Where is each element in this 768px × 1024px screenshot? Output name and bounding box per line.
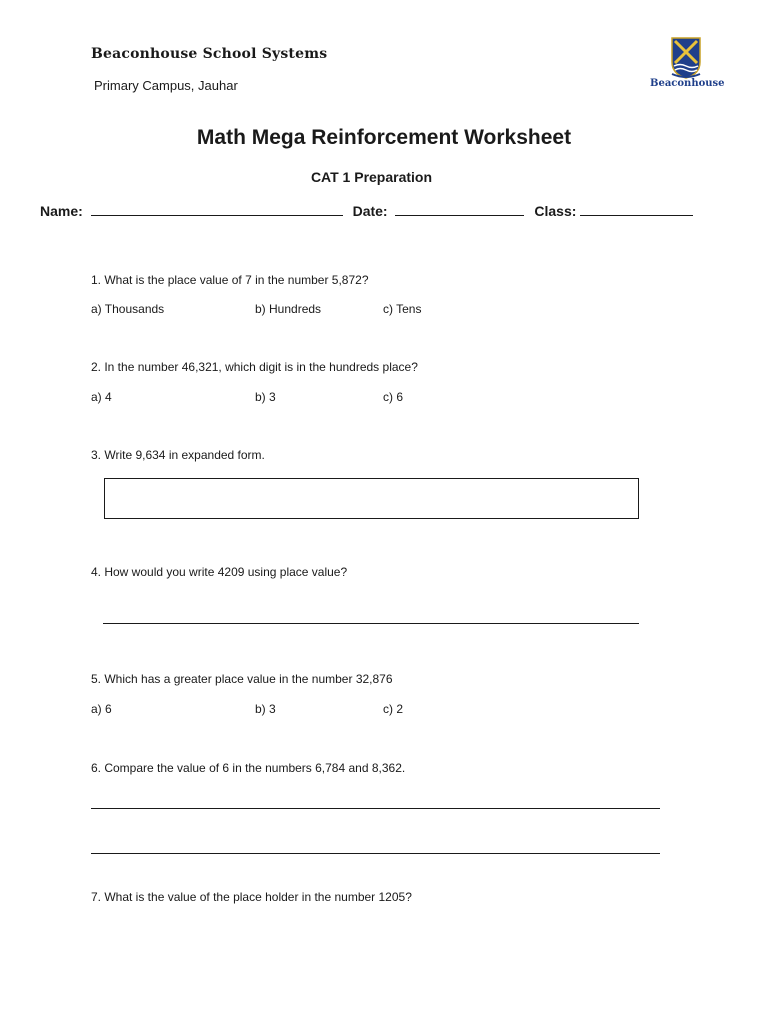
q2-option-a[interactable]: a) 4 <box>91 390 112 404</box>
q5-option-a[interactable]: a) 6 <box>91 702 112 716</box>
q1-option-c[interactable]: c) Tens <box>383 302 422 316</box>
q5-option-b[interactable]: b) 3 <box>255 702 276 716</box>
q4-answer-line[interactable] <box>103 623 639 624</box>
worksheet-title: Math Mega Reinforcement Worksheet <box>196 126 572 149</box>
class-blank[interactable] <box>580 203 693 216</box>
date-label: Date: <box>352 203 388 219</box>
question-4: 4. How would you write 4209 using place value? <box>91 565 348 579</box>
q2-option-b[interactable]: b) 3 <box>255 390 276 404</box>
worksheet-subtitle: CAT 1 Preparation <box>310 169 433 185</box>
question-3: 3. Write 9,634 in expanded form. <box>91 448 265 462</box>
logo-wordmark: Beaconhouse <box>650 78 725 89</box>
question-7: 7. What is the value of the place holder in the number 1205? <box>91 890 412 904</box>
q1-option-b[interactable]: b) Hundreds <box>255 302 322 316</box>
q1-option-a[interactable]: a) Thousands <box>91 302 165 316</box>
question-1: 1. What is the place value of 7 in the number 5,872? <box>91 273 369 287</box>
date-blank[interactable] <box>395 203 524 216</box>
name-blank[interactable] <box>91 203 343 216</box>
question-2: 2. In the number 46,321, which digit is in the hundreds place? <box>91 360 418 374</box>
school-name: Beaconhouse School Systems <box>91 46 328 62</box>
q6-answer-line-2[interactable] <box>91 853 660 854</box>
campus-name: Primary Campus, Jauhar <box>94 78 238 93</box>
question-5: 5. Which has a greater place value in the number 32,876 <box>91 672 393 686</box>
q2-option-c[interactable]: c) 6 <box>383 390 404 404</box>
q3-answer-box[interactable] <box>104 478 639 519</box>
student-info-row <box>40 203 693 219</box>
class-label: Class: <box>534 203 577 219</box>
name-label: Name: <box>40 203 83 219</box>
q5-option-c[interactable]: c) 2 <box>383 702 404 716</box>
q6-answer-line-1[interactable] <box>91 808 660 809</box>
question-6: 6. Compare the value of 6 in the numbers 6,784 and 8,362. <box>91 761 406 775</box>
